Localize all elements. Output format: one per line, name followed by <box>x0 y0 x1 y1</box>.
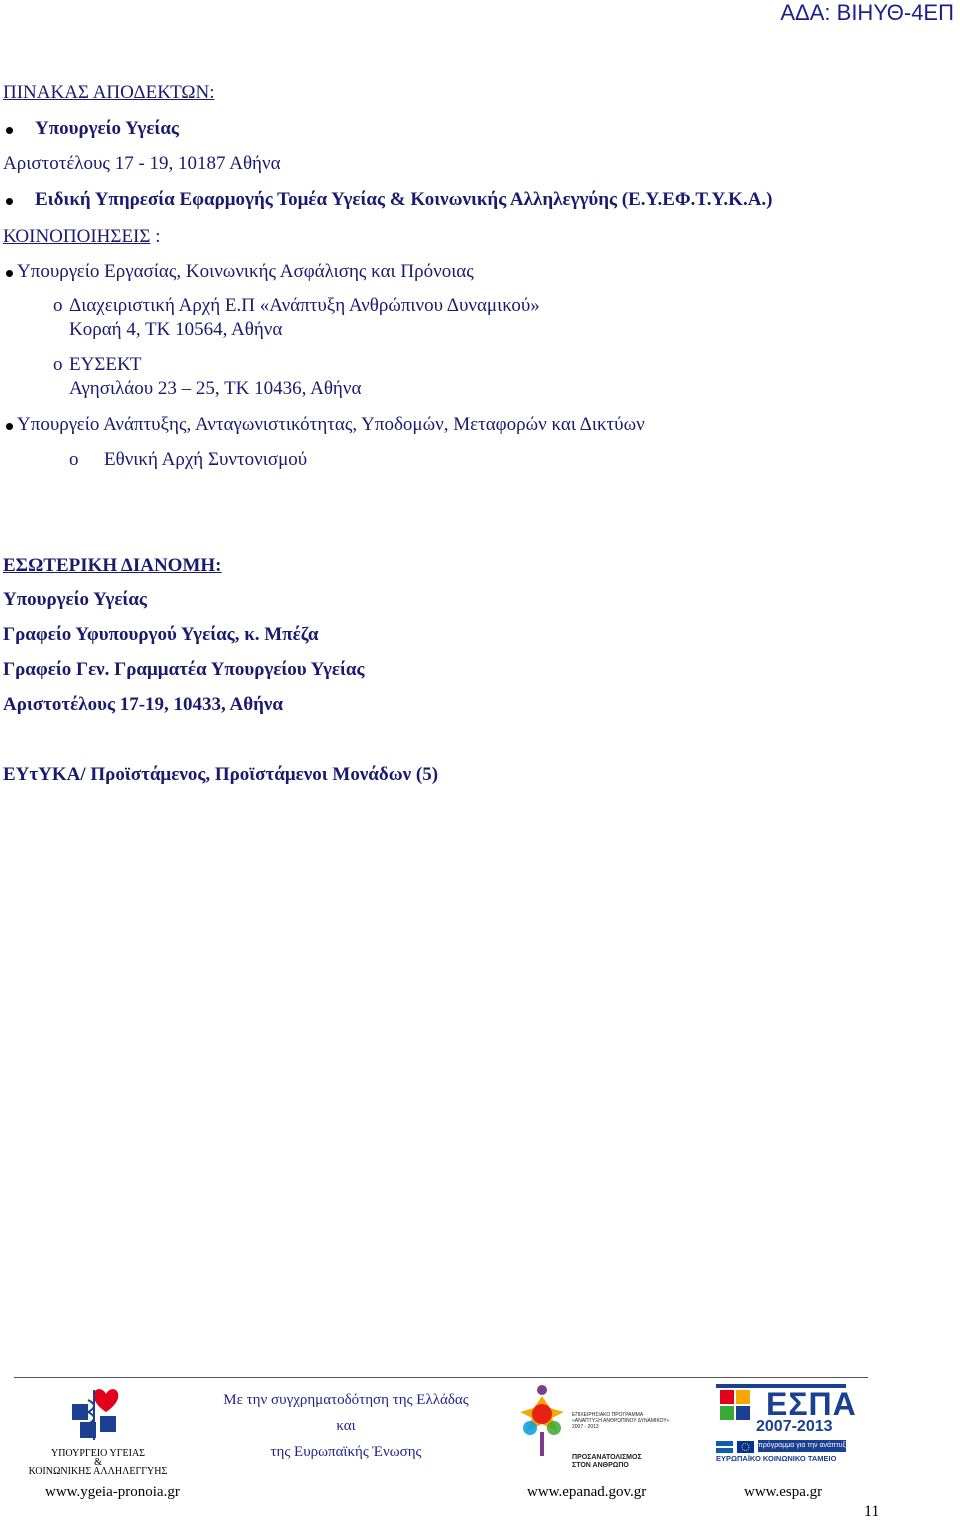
espa-wordmark: ΕΣΠΑ <box>766 1386 857 1422</box>
notification-1: Υπουργείο Εργασίας, Κοινωνικής Ασφάλισης και Πρόνοιας <box>17 261 474 282</box>
internal-line-3: Γραφείο Γεν. Γραμματέα Υπουργείου Υγείας <box>3 659 365 680</box>
recipient-1: Υπουργείο Υγείας <box>35 118 179 139</box>
epanad-line-5: ΣΤΟΝ ΑΝΘΡΩΠΟ <box>572 1462 629 1469</box>
ministry-name-1: ΥΠΟΥΡΓΕΙΟ ΥΓΕΙΑΣ <box>50 1448 145 1459</box>
internal-line-1: Υπουργείο Υγείας <box>3 589 147 610</box>
notification-2-sub-1: Εθνική Αρχή Συντονισμού <box>104 449 308 470</box>
epanad-line-2: «ΑΝΑΠΤΥΞΗ ΑΝΘΡΩΠΙΝΟΥ ΔΥΝΑΜΙΚΟΥ» <box>572 1418 670 1424</box>
recipients-title: ΠΙΝΑΚΑΣ ΑΠΟΔΕΚΤΩΝ: <box>3 82 215 103</box>
cofund-line-3: της Ευρωπαϊκής Ένωσης <box>270 1444 422 1460</box>
notification-1-sub-2-address: Αγησιλάου 23 – 25, ΤΚ 10436, Αθήνα <box>69 378 362 399</box>
bullet-icon <box>6 198 13 205</box>
ministry-logo <box>66 1386 126 1440</box>
espa-emblem-icon <box>720 1390 750 1420</box>
sub-marker: o <box>53 354 63 375</box>
notifications-heading <box>3 226 160 248</box>
internal-title: ΕΣΩΤΕΡΙΚΗ ΔΙΑΝΟΜΗ: <box>3 555 222 576</box>
eu-flags-icon <box>716 1440 754 1452</box>
bullet-icon <box>6 270 13 277</box>
notification-2: Υπουργείο Ανάπτυξης, Ανταγωνιστικότητας, Υποδομών, Μεταφορών και Δικτύων <box>17 414 645 435</box>
epanad-text <box>572 1412 669 1430</box>
epanad-slogan <box>572 1454 642 1470</box>
recipient-1-address: Αριστοτέλους 17 - 19, 10187 Αθήνα <box>3 153 281 174</box>
espa-fund: ΕΥΡΩΠΑΪΚΟ ΚΟΙΝΩΝΙΚΟ ΤΑΜΕΙΟ <box>716 1454 837 1463</box>
document-code: ΑΔΑ: ΒΙΗΥΘ-4ΕΠ <box>780 0 954 25</box>
cofund-line-1: Με την συγχρηματοδότηση της Ελλάδας <box>223 1392 469 1408</box>
notifications-title: ΚΟΙΝΟΠΟΙΗΣΕΙΣ <box>3 226 151 247</box>
internal-line-4: Αριστοτέλους 17-19, 10433, Αθήνα <box>3 694 284 715</box>
recipient-2: Ειδική Υπηρεσία Εφαρμογής Τομέα Υγείας & Κοινωνικής Αλληλεγγύης (Ε.Υ.ΕΦ.Τ.Υ.Κ.Α.) <box>35 189 773 210</box>
ministry-name-2: & <box>94 1457 102 1468</box>
espa-years: 2007-2013 <box>756 1418 833 1435</box>
footer-divider <box>14 1377 868 1378</box>
notifications-colon: : <box>155 226 161 247</box>
notification-1-sub-1-address: Κοραή 4, ΤΚ 10564, Αθήνα <box>69 319 283 340</box>
bullet-icon <box>6 127 13 134</box>
cofund-line-2: και <box>336 1418 356 1434</box>
notification-1-sub-1: Διαχειριστική Αρχή Ε.Π «Ανάπτυξη Ανθρώπινου Δυναμικού» <box>69 295 540 316</box>
url-espa[interactable]: www.espa.gr <box>744 1484 823 1500</box>
epanad-line-1: ΕΠΙΧΕΙΡΗΣΙΑΚΟ ΠΡΟΓΡΑΜΜΑ <box>572 1412 644 1418</box>
epanad-line-4: ΠΡΟΣΑΝΑΤΟΛΙΣΜΟΣ <box>572 1454 642 1461</box>
bullet-icon <box>6 423 13 430</box>
epanad-logo <box>512 1384 572 1462</box>
espa-slogan: πρόγραμμα για την ανάπτυξη <box>758 1440 846 1452</box>
page-number: 11 <box>864 1503 880 1520</box>
url-ygeia[interactable]: www.ygeia-pronoia.gr <box>45 1484 180 1500</box>
ministry-name-3: ΚΟΙΝΩΝΙΚΗΣ ΑΛΛΗΛΕΓΓΥΗΣ <box>28 1466 168 1477</box>
sub-marker: o <box>69 449 79 470</box>
espa-logo <box>716 1384 857 1466</box>
epanad-line-3: 2007 - 2013 <box>572 1424 599 1430</box>
internal-line-2: Γραφείο Υφυπουργού Υγείας, κ. Μπέζα <box>3 624 319 645</box>
sub-marker: o <box>53 295 63 316</box>
notification-1-sub-2: ΕΥΣΕΚΤ <box>69 354 142 375</box>
internal-line-5: ΕΥτΥΚΑ/ Προϊστάμενος, Προϊστάμενοι Μονάδων (5) <box>3 764 439 785</box>
url-epanad[interactable]: www.epanad.gov.gr <box>527 1484 647 1500</box>
